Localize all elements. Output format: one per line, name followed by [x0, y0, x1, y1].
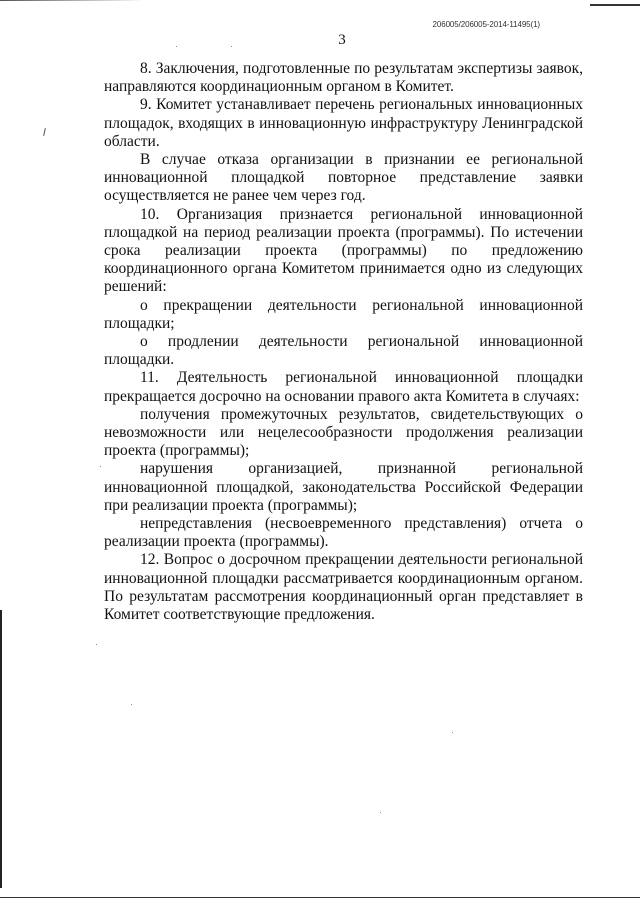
document-id: 206005/206005-2014-11495(1)	[432, 20, 540, 29]
paragraph-9: 9. Комитет устанавливает перечень региональных инновационных площадок, входящих в инновационную инфраструктуру Ленинградской области.	[104, 96, 583, 150]
scan-speck	[380, 812, 381, 813]
case-interim-results: получения промежуточных результатов, свидетельствующих о невозможности или нецелесообразности продолжения реализации проекта (программы);	[104, 405, 583, 460]
page-number: 3	[338, 32, 346, 48]
paragraph-12: 12. Вопрос о досрочном прекращении деятельности региональной инновационной площадки рассматривается координационным органом. По результатам рассмотрения координационный орган представляет в Комитет соответствующие предложения.	[104, 551, 583, 624]
paragraph-refusal: В случае отказа организации в признании ее региональной инновационной площадкой повторное представление заявки осуществляется не ранее чем через год.	[104, 151, 583, 205]
decision-extension: о продлении деятельности региональной инновационной площадки.	[104, 333, 583, 369]
top-scan-edge	[0, 0, 620, 1]
case-law-violation: нарушения организацией, признанной региональной инновационной площадкой, законодательства Российской Федерации при реализации проекта (программы);	[104, 460, 583, 514]
scan-speck	[452, 732, 453, 733]
paragraph-11: 11. Деятельность региональной инновационной площадки прекращается досрочно на основании правого акта Комитета в случаях:	[104, 369, 583, 405]
scan-speck	[96, 644, 97, 645]
scan-speck	[131, 704, 132, 705]
scan-mark	[43, 128, 46, 136]
scan-speck	[176, 46, 177, 47]
decision-termination: о прекращении деятельности региональной инновационной площадки;	[104, 296, 583, 332]
top-corner-mark	[590, 4, 640, 6]
scan-speck	[100, 466, 101, 467]
paragraph-10: 10. Организация признается региональной инновационной площадкой на период реализации проекта (программы). По истечении срока реализации проекта (программы) по предложению координационного органа Комитетом принимается одно из следующих решений:	[104, 205, 583, 296]
document-body	[104, 60, 583, 624]
scan-left-edge	[0, 610, 2, 888]
scan-speck	[231, 46, 232, 47]
scan-bottom-edge	[0, 897, 640, 898]
case-no-report: непредставления (несвоевременного представления) отчета о реализации проекта (программы).	[104, 515, 583, 551]
paragraph-8: 8. Заключения, подготовленные по результатам экспертизы заявок, направляются координационным органом в Комитет.	[104, 60, 583, 96]
